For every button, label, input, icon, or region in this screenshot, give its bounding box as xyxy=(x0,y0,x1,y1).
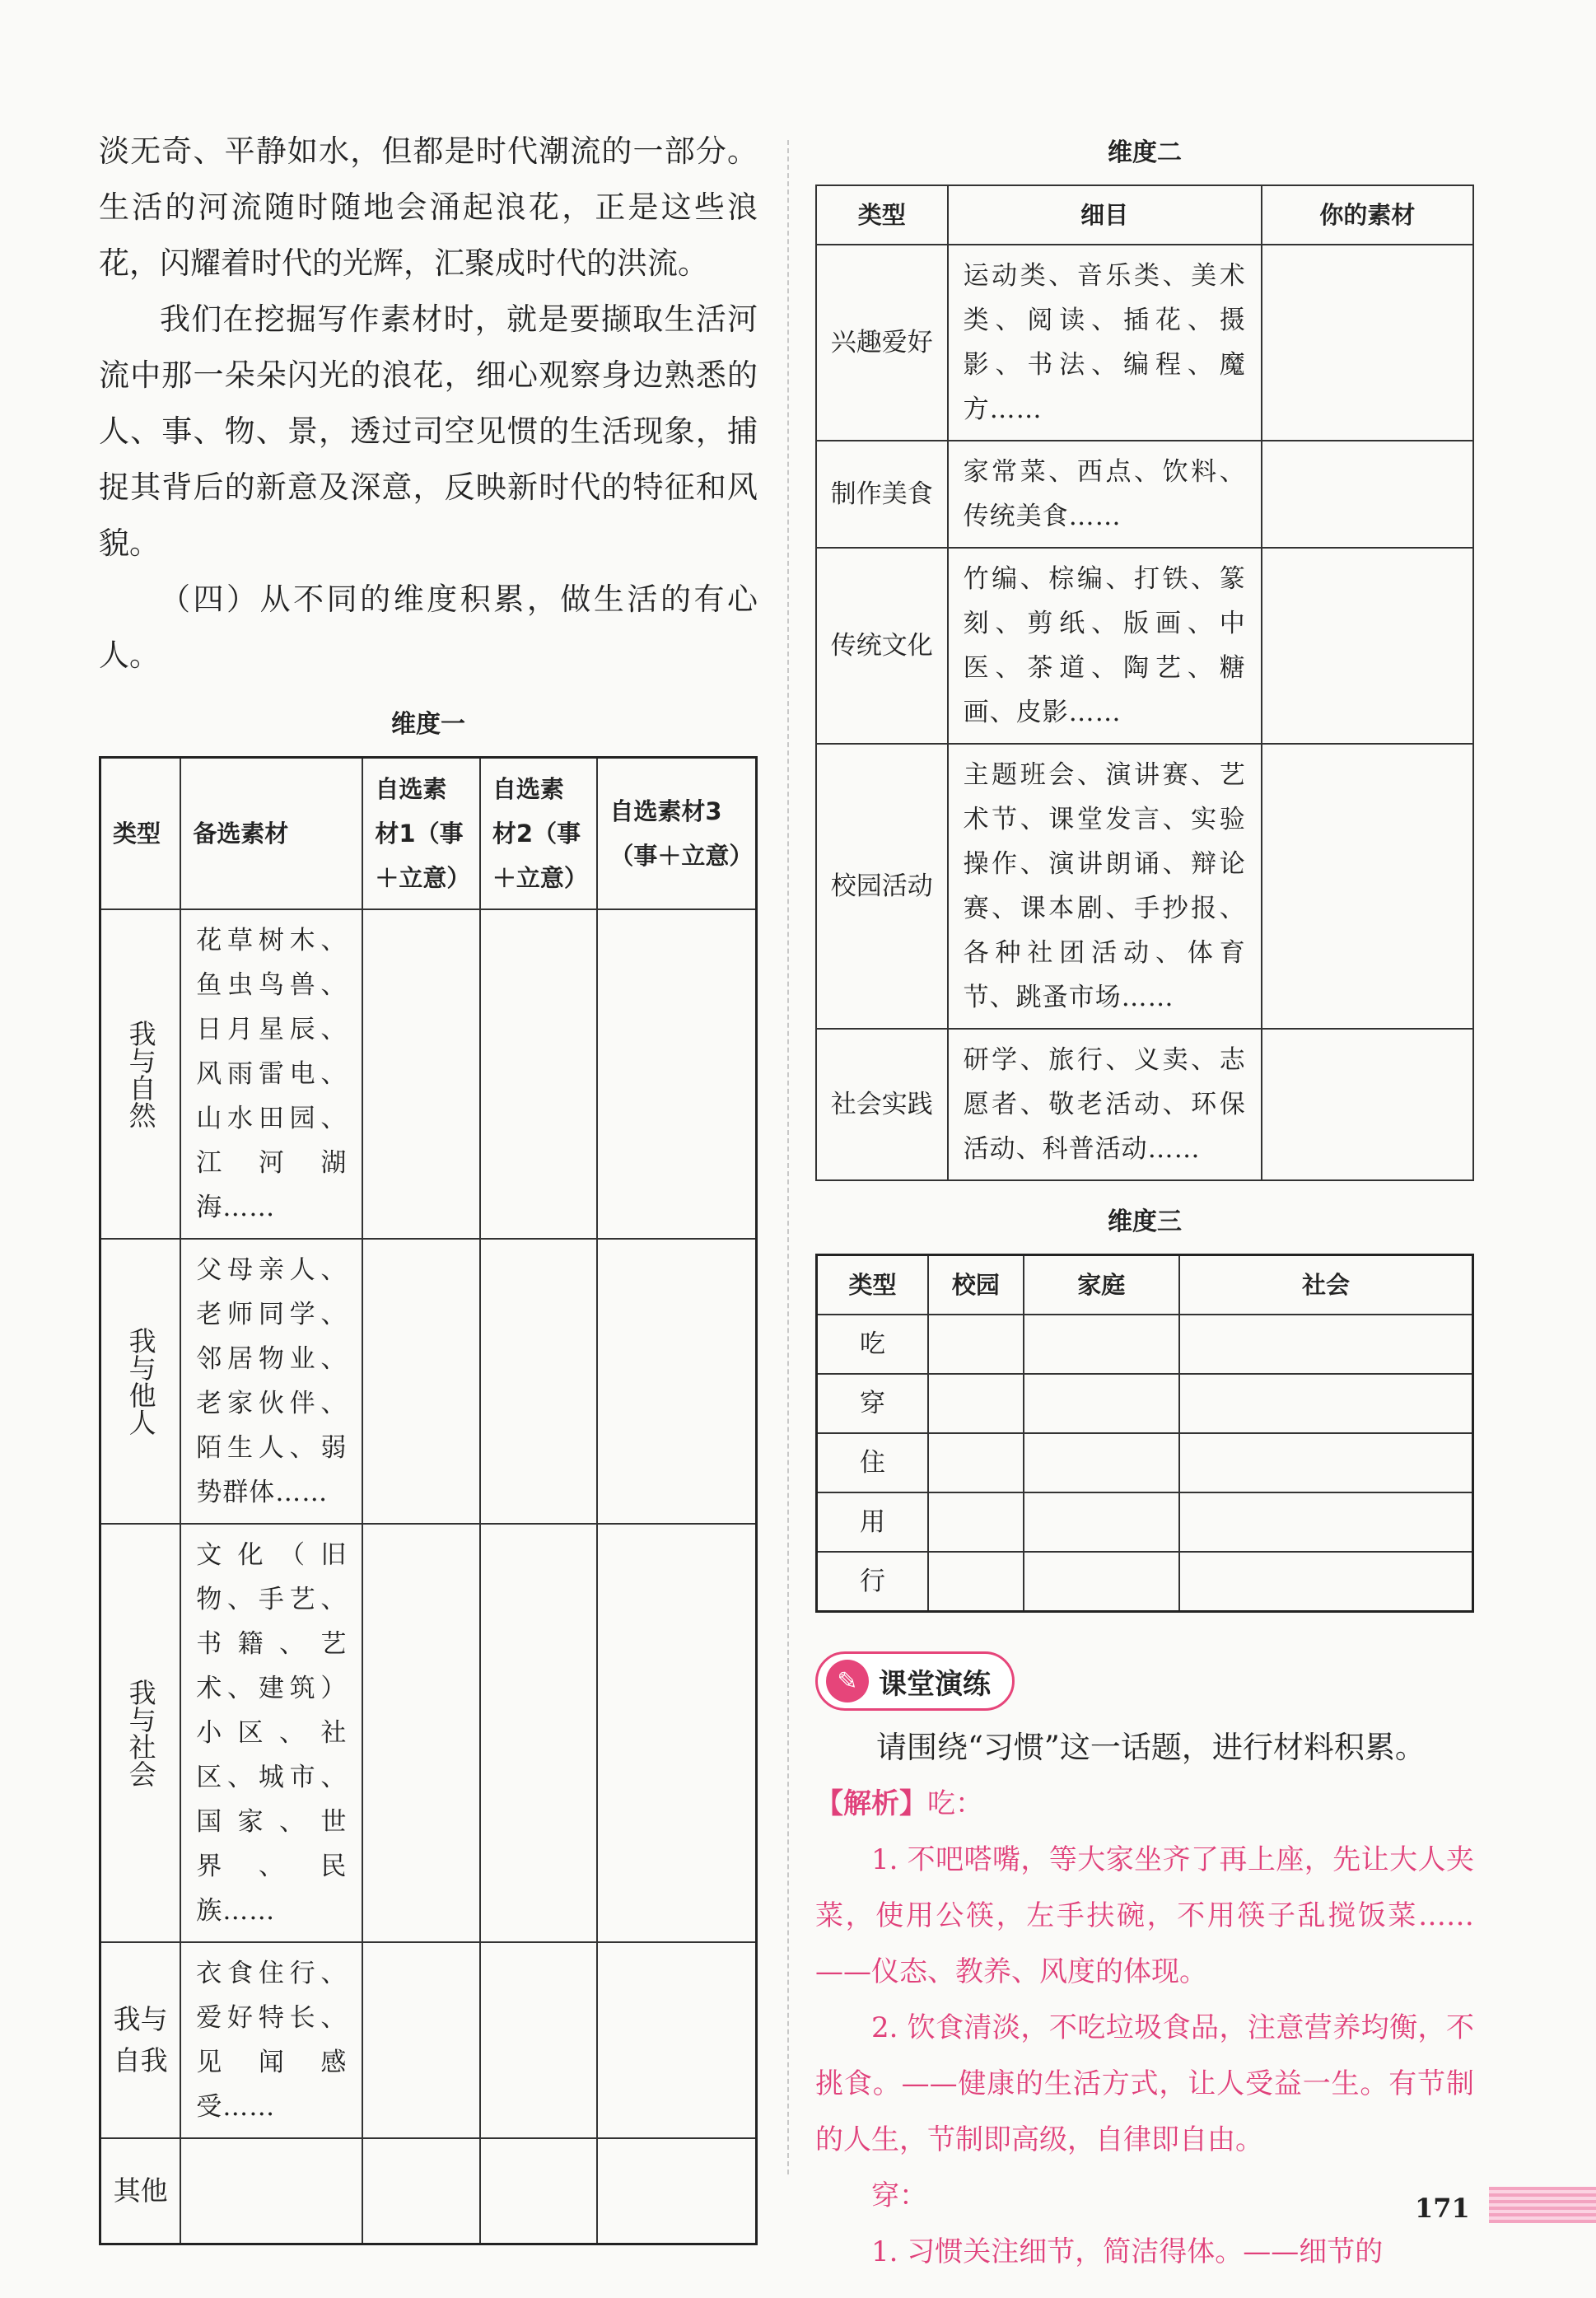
row-type: 传统文化 xyxy=(816,548,948,744)
blank-cell[interactable] xyxy=(928,1492,1024,1552)
eat-point-2: 2. 饮食清淡，不吃垃圾食品，注意营养均衡，不挑食。——健康的生活方式，让人受益一生。有节制的人生，节制即高级，自律即自由。 xyxy=(815,2011,1474,2156)
intro-paragraph-1: 淡无奇、平静如水，但都是时代潮流的一部分。生活的河流随时随地会涌起浪花，正是这些浪花，闪耀着时代的光辉，汇聚成时代的洪流。 xyxy=(99,133,758,281)
blank-cell[interactable] xyxy=(480,1239,598,1524)
table-row xyxy=(816,441,1473,548)
practice-badge-label: 课堂演练 xyxy=(879,1667,991,1701)
eat-point-1: 1. 不吧嗒嘴，等大家坐齐了再上座，先让大人夹菜，使用公筷，左手扶碗，不用筷子乱搅饭菜……——仪态、教养、风度的体现。 xyxy=(815,1843,1474,1988)
table-header-row xyxy=(816,185,1473,245)
table-row xyxy=(100,1942,757,2138)
header-own-1: 自选素材1（事＋立意） xyxy=(362,758,480,910)
row-materials: 衣食住行、爱好特长、见闻感受…… xyxy=(180,1942,362,2138)
table-row xyxy=(100,1524,757,1942)
row-type: 我与自然 xyxy=(100,909,181,1239)
page-number: 171 xyxy=(1415,2193,1470,2224)
page-number-decoration xyxy=(1489,2187,1596,2223)
row-detail: 研学、旅行、义卖、志愿者、敬老活动、环保活动、科普活动…… xyxy=(948,1029,1262,1180)
header-materials: 备选素材 xyxy=(180,758,362,910)
practice-question: 请围绕“习惯”这一话题，进行材料积累。 xyxy=(876,1730,1426,1765)
header-own-2: 自选素材2（事＋立意） xyxy=(480,758,598,910)
blank-cell[interactable] xyxy=(928,1552,1024,1612)
practice-header xyxy=(815,1651,1474,1712)
wear-label: 穿： xyxy=(871,2179,927,2212)
blank-cell[interactable] xyxy=(362,909,480,1239)
table-row xyxy=(100,1239,757,1524)
row-type: 制作美食 xyxy=(816,441,948,548)
blank-cell[interactable] xyxy=(1024,1374,1179,1433)
table-row xyxy=(817,1433,1473,1492)
blank-cell[interactable] xyxy=(480,1942,598,2138)
table-row xyxy=(816,1029,1473,1180)
dimension2-table xyxy=(815,184,1474,1181)
left-column xyxy=(99,124,758,2245)
row-type: 行 xyxy=(817,1552,929,1612)
header-your-material: 你的素材 xyxy=(1262,185,1473,245)
row-type: 社会实践 xyxy=(816,1029,948,1180)
blank-cell[interactable] xyxy=(1179,1374,1473,1433)
row-detail: 运动类、音乐类、美术类、阅读、插花、摄影、书法、编程、魔方…… xyxy=(948,245,1262,441)
blank-cell[interactable] xyxy=(1179,1315,1473,1374)
dimension1-table xyxy=(99,756,758,2245)
analysis-line xyxy=(815,1776,1474,1832)
header-type: 类型 xyxy=(817,1255,929,1315)
wear-point-1: 1. 习惯关注细节，简洁得体。——细节的 xyxy=(871,2235,1384,2268)
blank-cell[interactable] xyxy=(1262,548,1473,744)
dimension3-caption: 维度三 xyxy=(1108,1207,1182,1236)
dimension3-table xyxy=(815,1254,1474,1613)
analysis-block xyxy=(815,1776,1474,2280)
row-type: 穿 xyxy=(817,1374,929,1433)
pencil-icon: ✎ xyxy=(826,1660,869,1702)
blank-cell[interactable] xyxy=(362,1942,480,2138)
row-type: 住 xyxy=(817,1433,929,1492)
blank-cell[interactable] xyxy=(597,909,756,1239)
row-materials: 花草树木、鱼虫鸟兽、日月星辰、风雨雷电、山水田园、江河湖海…… xyxy=(180,909,362,1239)
dimension2-caption: 维度二 xyxy=(1108,138,1182,167)
row-detail: 主题班会、演讲赛、艺术节、课堂发言、实验操作、演讲朗诵、辩论赛、课本剧、手抄报、各种社团活动、体育节、跳蚤市场…… xyxy=(948,744,1262,1029)
table-row xyxy=(817,1552,1473,1612)
blank-cell[interactable] xyxy=(480,909,598,1239)
table-row xyxy=(100,2138,757,2244)
table-row xyxy=(816,245,1473,441)
row-detail: 竹编、棕编、打铁、篆刻、剪纸、版画、中医、茶道、陶艺、糖画、皮影…… xyxy=(948,548,1262,744)
table-header-row xyxy=(817,1255,1473,1315)
table-row xyxy=(817,1315,1473,1374)
dimension1-caption: 维度一 xyxy=(391,710,465,739)
table-row xyxy=(816,744,1473,1029)
blank-cell[interactable] xyxy=(362,1239,480,1524)
blank-cell[interactable] xyxy=(1179,1492,1473,1552)
intro-paragraph-3: （四）从不同的维度积累，做生活的有心人。 xyxy=(99,582,758,673)
header-society: 社会 xyxy=(1179,1255,1473,1315)
row-type: 其他 xyxy=(100,2138,181,2244)
table-row xyxy=(816,548,1473,744)
blank-cell[interactable] xyxy=(1262,441,1473,548)
blank-cell[interactable] xyxy=(1024,1492,1179,1552)
row-type: 我与自我 xyxy=(100,1942,181,2138)
right-column xyxy=(815,132,1474,2280)
table-row xyxy=(817,1374,1473,1433)
intro-paragraph-2: 我们在挖掘写作素材时，就是要撷取生活河流中那一朵朵闪光的浪花，细心观察身边熟悉的人、事、物、景，透过司空见惯的生活现象，捕捉其背后的新意及深意，反映新时代的特征和风貌。 xyxy=(99,301,758,561)
blank-cell[interactable] xyxy=(597,2138,756,2244)
row-type: 兴趣爱好 xyxy=(816,245,948,441)
blank-cell[interactable] xyxy=(928,1433,1024,1492)
row-materials: 父母亲人、老师同学、邻居物业、老家伙伴、陌生人、弱势群体…… xyxy=(180,1239,362,1524)
eat-label: 吃： xyxy=(927,1787,983,1820)
blank-cell[interactable] xyxy=(1179,1433,1473,1492)
blank-cell[interactable] xyxy=(1024,1433,1179,1492)
row-type: 我与他人 xyxy=(100,1239,181,1524)
table-row xyxy=(817,1492,1473,1552)
blank-cell[interactable] xyxy=(362,1524,480,1942)
blank-cell[interactable] xyxy=(480,2138,598,2244)
header-own-3: 自选素材3（事＋立意） xyxy=(597,758,756,910)
blank-cell[interactable] xyxy=(597,1942,756,2138)
blank-cell[interactable] xyxy=(597,1239,756,1524)
blank-cell[interactable] xyxy=(480,1524,598,1942)
row-type: 用 xyxy=(817,1492,929,1552)
row-type: 我与社会 xyxy=(100,1524,181,1942)
blank-cell[interactable] xyxy=(1262,245,1473,441)
header-detail: 细目 xyxy=(948,185,1262,245)
row-materials: 文化（旧物、手艺、书籍、艺术、建筑）小区、社区、城市、国家、世界、民族…… xyxy=(180,1524,362,1942)
blank-cell[interactable] xyxy=(1262,744,1473,1029)
blank-cell[interactable] xyxy=(1262,1029,1473,1180)
blank-cell[interactable] xyxy=(1179,1552,1473,1612)
blank-cell[interactable] xyxy=(1024,1315,1179,1374)
blank-cell[interactable] xyxy=(597,1524,756,1942)
row-type: 校园活动 xyxy=(816,744,948,1029)
header-school: 校园 xyxy=(928,1255,1024,1315)
blank-cell[interactable] xyxy=(362,2138,480,2244)
header-type: 类型 xyxy=(816,185,948,245)
row-detail: 家常菜、西点、饮料、传统美食…… xyxy=(948,441,1262,548)
header-family: 家庭 xyxy=(1024,1255,1179,1315)
analysis-tag: 【解析】 xyxy=(815,1787,927,1820)
table-header-row xyxy=(100,758,757,910)
table-row xyxy=(100,909,757,1239)
row-type: 吃 xyxy=(817,1315,929,1374)
row-materials xyxy=(180,2138,362,2244)
header-type: 类型 xyxy=(100,758,181,910)
blank-cell[interactable] xyxy=(928,1315,1024,1374)
practice-badge xyxy=(815,1651,1015,1711)
blank-cell[interactable] xyxy=(1024,1552,1179,1612)
blank-cell[interactable] xyxy=(928,1374,1024,1433)
column-divider xyxy=(787,140,789,2174)
